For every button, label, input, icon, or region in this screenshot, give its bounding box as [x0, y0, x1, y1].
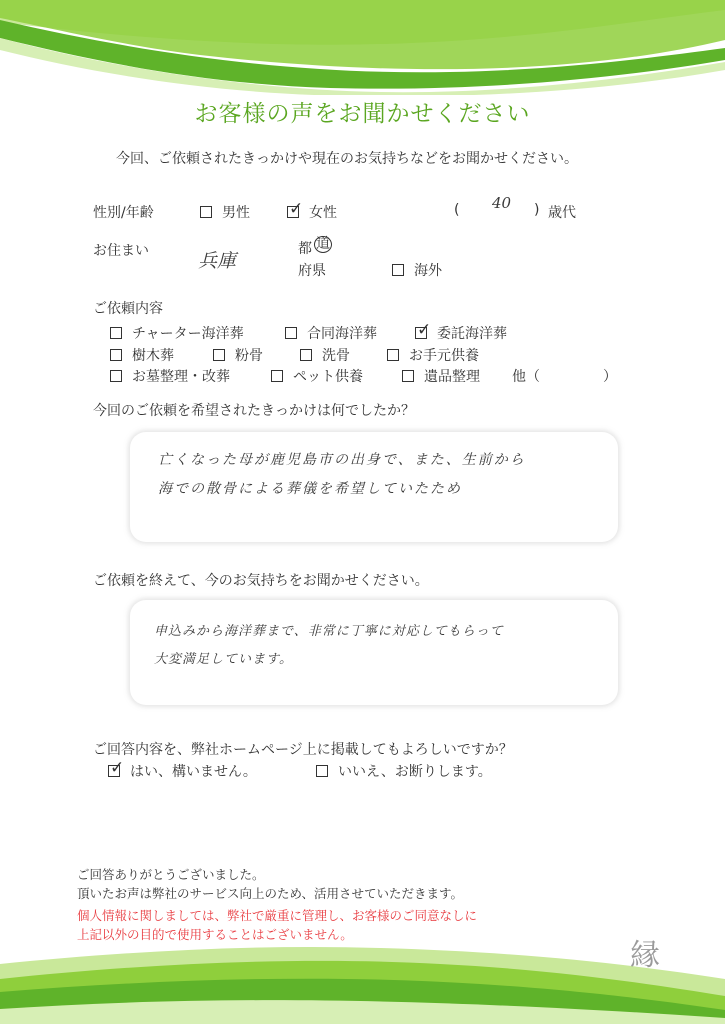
consent-no-option[interactable]	[316, 761, 492, 781]
powder-checkbox[interactable]	[213, 349, 225, 361]
wash-label: 洗骨	[322, 348, 350, 364]
page-title: お客様の声をお聞かせください	[194, 101, 531, 127]
check-mark-icon: ✓	[417, 320, 432, 340]
overseas-option[interactable]	[392, 260, 442, 280]
consent-yes-option[interactable]	[108, 758, 257, 781]
residence-value: 兵庫	[198, 250, 237, 272]
request-option-wash[interactable]	[300, 345, 350, 365]
request-option-powder[interactable]	[213, 345, 263, 365]
request-option-belongings[interactable]	[402, 366, 480, 386]
charter-checkbox[interactable]	[110, 327, 122, 339]
intro-text: 今回、ご依頼されたきっかけや現在のお気持ちなどをお聞かせください。	[116, 151, 578, 167]
footer-privacy-line1: 個人情報に関しましては、弊社で厳重に管理し、お客様のご同意なしに	[77, 908, 478, 923]
consigned-label: 委託海洋葬	[437, 326, 507, 342]
grave-checkbox[interactable]	[110, 370, 122, 382]
joint-checkbox[interactable]	[285, 327, 297, 339]
residence-do: 道	[316, 236, 330, 252]
age-suffix: 歳代	[548, 205, 576, 221]
q2-answer-line2: 大変満足しています。	[154, 652, 293, 667]
hand-checkbox[interactable]	[387, 349, 399, 361]
logo-mark: 縁	[630, 938, 660, 973]
tree-label: 樹木葬	[132, 348, 174, 364]
joint-label: 合同海洋葬	[307, 326, 377, 342]
pet-checkbox[interactable]	[271, 370, 283, 382]
request-option-pet[interactable]	[271, 366, 363, 386]
check-mark-icon: ✓	[289, 199, 304, 219]
q1-answer-line1: 亡くなった母が鹿児島市の出身で、また、生前から	[158, 452, 526, 468]
female-label: 女性	[309, 205, 337, 221]
consent-yes-label: はい、構いません。	[130, 764, 257, 780]
charter-label: チャーター海洋葬	[132, 326, 244, 342]
footer-privacy-line2: 上記以外の目的で使用することはございません。	[77, 927, 353, 942]
age-value: 40	[492, 194, 512, 212]
request-option-hand[interactable]	[387, 345, 479, 365]
pet-label: ペット供養	[293, 369, 363, 385]
gender-age-label: 性別/年齢	[93, 205, 154, 221]
request-option-tree[interactable]	[110, 345, 174, 365]
grave-label: お墓整理・改葬	[132, 369, 230, 385]
overseas-checkbox[interactable]	[392, 264, 404, 276]
request-option-grave[interactable]	[110, 366, 230, 386]
male-option[interactable]	[200, 202, 250, 222]
request-option-joint[interactable]	[285, 323, 377, 343]
age-close-paren: )	[534, 202, 540, 218]
residence-do-circled	[314, 236, 332, 253]
hand-label: お手元供養	[409, 348, 479, 364]
tree-checkbox[interactable]	[110, 349, 122, 361]
belongings-checkbox[interactable]	[402, 370, 414, 382]
residence-to: 都	[298, 241, 312, 257]
consigned-checkbox[interactable]	[415, 320, 432, 340]
q1-question: 今回のご依頼を希望されたきっかけは何でしたか？	[93, 403, 415, 419]
footer-usage: 頂いたお声は弊社のサービス向上のため、活用させていただきます。	[77, 886, 464, 901]
q2-answer-line1: 申込みから海洋葬まで、非常に丁寧に対応してもらって	[154, 624, 504, 639]
top-wave-decoration	[0, 0, 725, 95]
residence-label: お住まい	[93, 243, 149, 259]
bottom-wave-decoration	[0, 934, 725, 1024]
overseas-label: 海外	[414, 263, 442, 279]
request-other-close: ）	[603, 369, 617, 385]
female-option[interactable]	[287, 199, 337, 222]
powder-label: 粉骨	[235, 348, 263, 364]
q2-question: ご依頼を終えて、今のお気持ちをお聞かせください。	[93, 573, 429, 589]
request-other-label: 他（	[512, 369, 540, 385]
consent-yes-checkbox[interactable]	[108, 758, 125, 778]
wash-checkbox[interactable]	[300, 349, 312, 361]
female-checkbox[interactable]	[287, 199, 304, 219]
request-option-consigned[interactable]	[415, 320, 507, 343]
check-mark-icon: ✓	[110, 758, 125, 778]
consent-no-checkbox[interactable]	[316, 765, 328, 777]
belongings-label: 遺品整理	[424, 369, 480, 385]
consent-no-label: いいえ、お断りします。	[338, 764, 492, 780]
residence-fuken: 府県	[298, 263, 326, 279]
male-label: 男性	[222, 205, 250, 221]
male-checkbox[interactable]	[200, 206, 212, 218]
request-label: ご依頼内容	[93, 301, 163, 317]
request-option-charter[interactable]	[110, 323, 244, 343]
age-open-paren: (	[454, 202, 460, 218]
q1-answer-line2: 海での散骨による葬儀を希望していたため	[158, 481, 462, 497]
consent-question: ご回答内容を、弊社ホームページ上に掲載してもよろしいですか？	[93, 742, 513, 758]
footer-thanks: ご回答ありがとうございました。	[77, 867, 265, 882]
